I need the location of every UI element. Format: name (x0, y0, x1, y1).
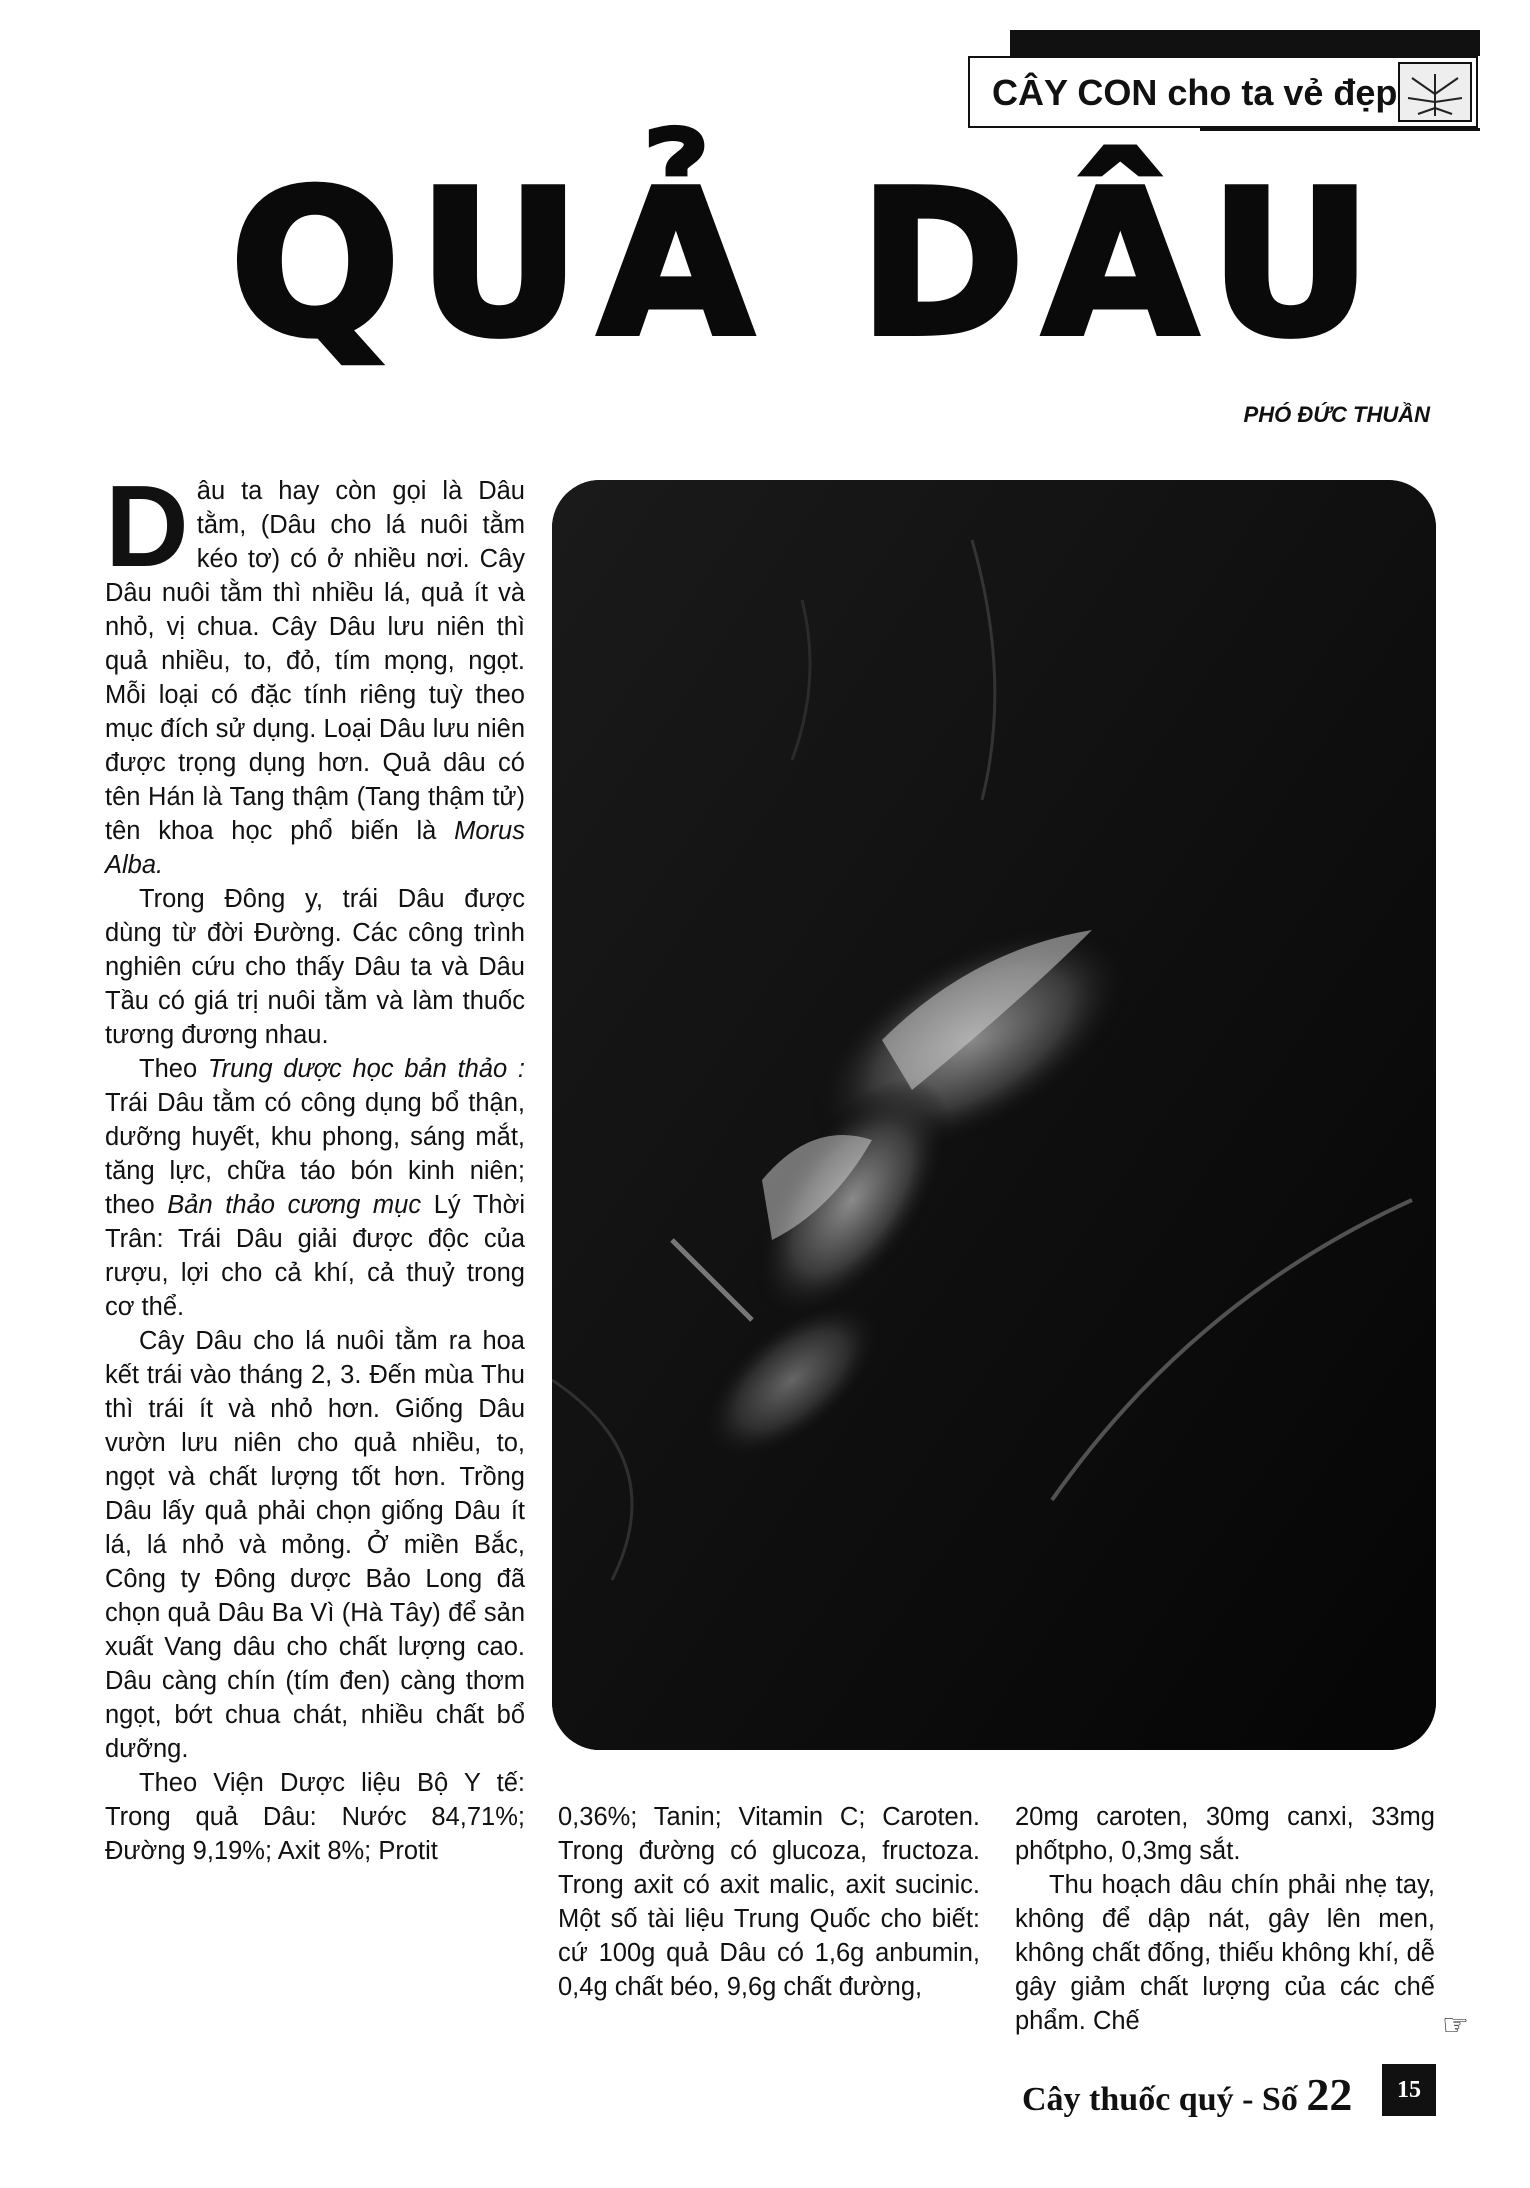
footer-magazine: Cây thuốc quý - Số 22 (1022, 2069, 1353, 2120)
section-label: CÂY CON cho ta vẻ đẹp (992, 72, 1398, 113)
paragraph-5: Theo Viện Dược liệu Bộ Y tế: Trong quả Dâu: Nước 84,71%; Đường 9,19%; Axit 8%; Protit (105, 1769, 525, 1865)
pointing-hand-icon: ☞ (1442, 2009, 1469, 2042)
paragraph-4: Cây Dâu cho lá nuôi tằm ra hoa kết trái vào tháng 2, 3. Đến mùa Thu thì trái ít và nhỏ hơn. Giống Dâu vườn lưu niên cho quả nhiều, to, ngọt và chất lượng tốt hơn. Trồng Dâu lấy quả phải chọn giống Dâu ít lá, lá nhỏ và mỏng. Ở miền Bắc, Công ty Đông dược Bảo Long đã chọn quả Dâu Ba Vì (Hà Tây) để sản xuất Vang dâu cho chất lượng cao. Dâu càng chín (tím đen) càng thơm ngọt, bớt chua chát, nhiều chất bổ dưỡng. (105, 1327, 525, 1763)
text-column-1 (105, 461, 525, 1868)
article-author: PHÓ ĐỨC THUẦN (1243, 402, 1430, 427)
section-header (968, 56, 1478, 128)
paragraph-col2: 0,36%; Tanin; Vitamin C; Caroten. Trong đường có glucoza, fructoza. Trong axit có axit malic, axit sucinic. Một số tài liệu Trung Quốc cho biết: cứ 100g quả Dâu có 1,6g anbumin, 0,4g chất béo, 9,6g chất đường, (558, 1803, 980, 2001)
paragraph-1: Dâu ta hay còn gọi là Dâu tằm, (Dâu cho lá nuôi tằm kéo tơ) có ở nhiều nơi. Cây Dâu nuôi tằm thì nhiều lá, quả ít và nhỏ, vị chua. Cây Dâu lưu niên thì quả nhiều, to, đỏ, tím mọng, ngọt. Mỗi loại có đặc tính riêng tuỳ theo mục đích sử dụng. Loại Dâu lưu niên được trọng dụng hơn. Quả dâu có tên Hán là Tang thậm (Tang thậm tử) tên khoa học phổ biến là Morus Alba. (105, 461, 525, 879)
paragraph-2: Trong Đông y, trái Dâu được dùng từ đời Đường. Các công trình nghiên cứu cho thấy Dâu ta và Dâu Tầu có giá trị nuôi tằm và làm thuốc tương đương nhau. (105, 885, 525, 1049)
paragraph-col3-2: Thu hoạch dâu chín phải nhẹ tay, không để dập nát, gây lên men, không chất đống, thiếu không khí, dễ gây giảm chất lượng của các chế phẩm. Chế (1015, 1871, 1435, 2035)
page-number: 15 (1382, 2064, 1436, 2116)
cannabis-leaf-icon (1398, 62, 1472, 122)
header-top-bar (1010, 30, 1480, 56)
header-rule (1200, 128, 1480, 131)
paragraph-col3-1: 20mg caroten, 30mg canxi, 33mg phốtpho, 0,3mg sắt. (1015, 1803, 1435, 1865)
paragraph-3: Theo Trung dược học bản thảo : Trái Dâu tằm có công dụng bổ thận, dưỡng huyết, khu phong, sáng mắt, tăng lực, chữa táo bón kinh niên; theo Bản thảo cương mục Lý Thời Trân: Trái Dâu giải được độc của rượu, lợi cho cả khí, cả thuỷ trong cơ thể. (105, 1055, 525, 1321)
mulberry-photo (552, 480, 1436, 1750)
text-column-2 (558, 1800, 980, 2004)
text-column-3 (1015, 1800, 1435, 2038)
drop-cap: D (105, 461, 189, 591)
article-title: QUẢ DÂU (230, 148, 1390, 381)
issue-number: 22 (1306, 2069, 1353, 2120)
